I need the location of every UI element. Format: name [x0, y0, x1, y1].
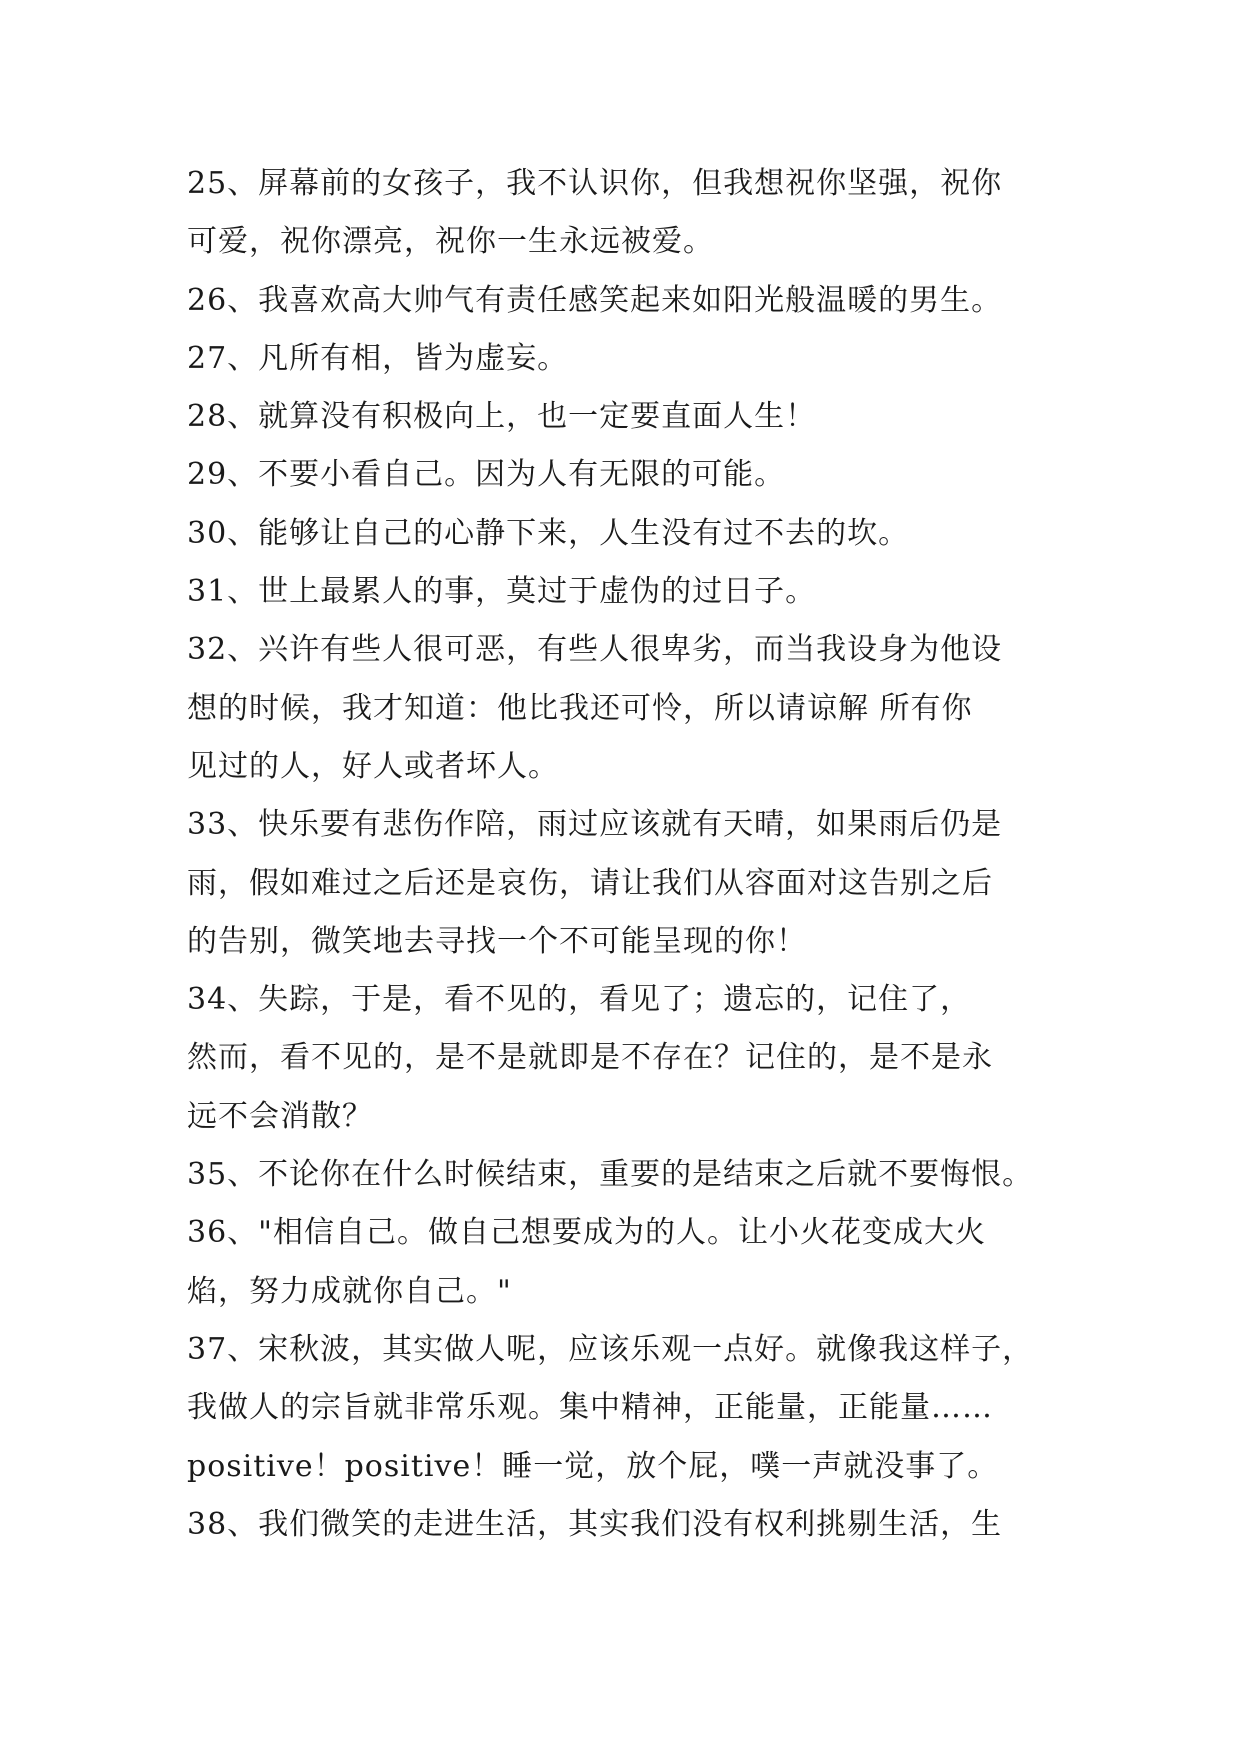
text-line: 远不会消散？: [187, 1098, 373, 1134]
text-line: 可爱，祝你漂亮，祝你一生永远被爱。: [187, 224, 714, 260]
text-line: positive！positive！睡一觉，放个屁，噗一声就没事了。: [187, 1448, 999, 1484]
text-line: 37、宋秋波，其实做人呢，应该乐观一点好。就像我这样子，: [187, 1331, 1034, 1367]
text-line: 38、我们微笑的走进生活，其实我们没有权利挑剔生活，生: [187, 1506, 1003, 1542]
text-line: 想的时候，我才知道：他比我还可怜，所以请谅解 所有你: [187, 690, 973, 726]
text-line: 焰，努力成就你自己。": [187, 1273, 512, 1309]
text-line: 26、我喜欢高大帅气有责任感笑起来如阳光般温暖的男生。: [187, 282, 1003, 318]
text-line: 我做人的宗旨就非常乐观。集中精神，正能量，正能量……: [187, 1390, 993, 1426]
text-line: 28、就算没有积极向上，也一定要直面人生！: [187, 399, 817, 435]
text-line: 32、兴许有些人很可恶，有些人很卑劣，而当我设身为他设: [187, 632, 1003, 668]
text-line: 29、不要小看自己。因为人有无限的可能。: [187, 457, 786, 493]
text-line: 33、快乐要有悲伤作陪，雨过应该就有天晴，如果雨后仍是: [187, 807, 1003, 843]
text-line: 35、不论你在什么时候结束，重要的是结束之后就不要悔恨。: [187, 1157, 1034, 1193]
document-text: [187, 155, 1087, 1554]
text-line: 的告别，微笑地去寻找一个不可能呈现的你！: [187, 923, 807, 959]
text-line: 雨，假如难过之后还是哀伤，请让我们从容面对这告别之后: [187, 865, 993, 901]
text-line: 然而，看不见的，是不是就即是不存在？记住的，是不是永: [187, 1040, 993, 1076]
text-line: 31、世上最累人的事，莫过于虚伪的过日子。: [187, 574, 817, 610]
text-line: 27、凡所有相，皆为虚妄。: [187, 340, 569, 376]
text-line: 36、"相信自己。做自己想要成为的人。让小火花变成大火: [187, 1215, 986, 1251]
text-line: 30、能够让自己的心静下来，人生没有过不去的坎。: [187, 515, 910, 551]
text-line: 34、失踪，于是，看不见的，看见了；遗忘的，记住了，: [187, 982, 972, 1018]
text-line: 见过的人，好人或者坏人。: [187, 748, 559, 784]
text-line: 25、屏幕前的女孩子，我不认识你，但我想祝你坚强，祝你: [187, 166, 1003, 201]
